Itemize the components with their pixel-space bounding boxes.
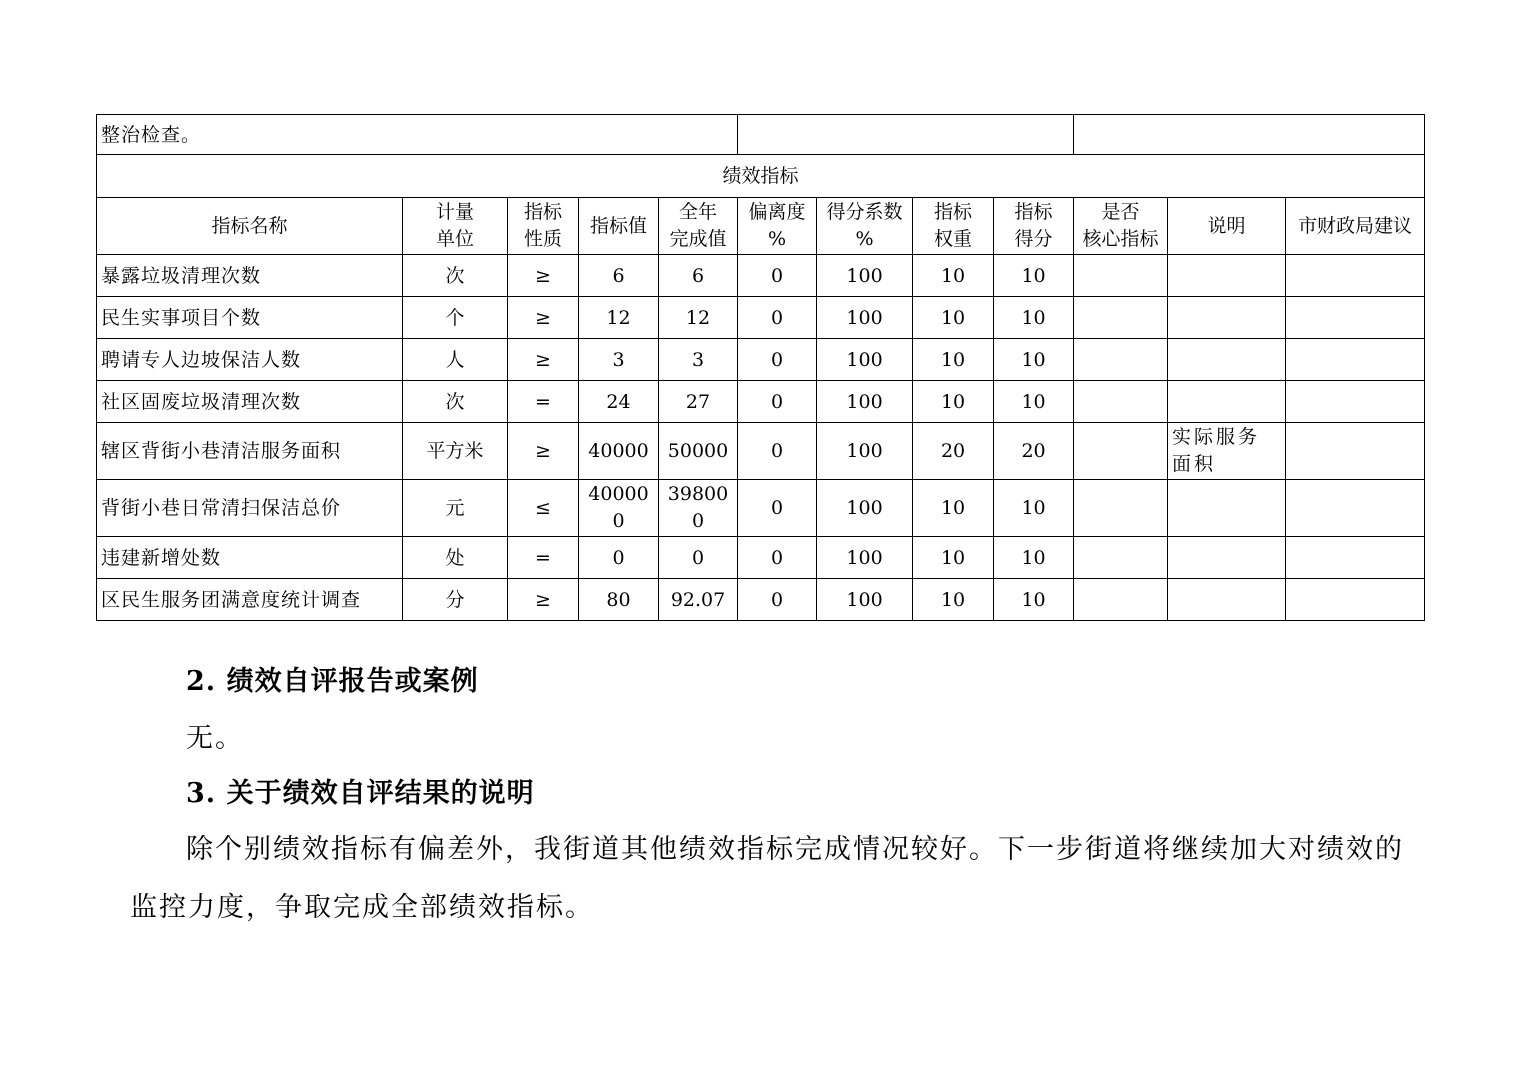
table-cell: 10 xyxy=(913,297,994,339)
table-cell: 100 xyxy=(817,423,913,480)
table-cell: 100 xyxy=(817,297,913,339)
table-cell xyxy=(1286,381,1425,423)
table-cell xyxy=(1074,537,1168,579)
table-cell: ≥ xyxy=(508,339,579,381)
table-cell xyxy=(1074,480,1168,537)
table-cell xyxy=(1074,423,1168,480)
table-cell: 0 xyxy=(738,480,817,537)
indicator-name-cell: 区民生服务团满意度统计调查 xyxy=(97,579,403,621)
table-cell: 10 xyxy=(994,579,1074,621)
table-cell: 10 xyxy=(913,579,994,621)
column-header: 指标名称 xyxy=(97,198,403,255)
table-row xyxy=(97,423,1425,480)
table-cell: 0 xyxy=(659,537,738,579)
performance-table xyxy=(96,114,1425,621)
note-cell xyxy=(1168,339,1286,381)
table-cell: 10 xyxy=(994,381,1074,423)
table-cell: 100 xyxy=(817,255,913,297)
table-cell: 次 xyxy=(403,255,508,297)
table-cell: 0 xyxy=(738,297,817,339)
column-header: 指标 权重 xyxy=(913,198,994,255)
table-cell xyxy=(1074,255,1168,297)
section-2-heading: 2. 绩效自评报告或案例 xyxy=(186,666,479,697)
section-2-body: 无。 xyxy=(186,723,244,754)
table-cell: 10 xyxy=(913,381,994,423)
table-cell: 398000 xyxy=(659,480,738,537)
column-header: 指标 性质 xyxy=(508,198,579,255)
top-row-empty-cell xyxy=(1074,115,1425,155)
table-cell: 平方米 xyxy=(403,423,508,480)
table-cell: 0 xyxy=(738,255,817,297)
table-cell xyxy=(1074,579,1168,621)
table-row xyxy=(97,579,1425,621)
table-cell: 40000 xyxy=(579,423,659,480)
table-cell: 0 xyxy=(738,339,817,381)
column-header: 说明 xyxy=(1168,198,1286,255)
table-cell: 100 xyxy=(817,537,913,579)
note-cell xyxy=(1168,381,1286,423)
table-cell: 3 xyxy=(579,339,659,381)
table-cell: 10 xyxy=(913,339,994,381)
table-cell xyxy=(1286,255,1425,297)
table-row xyxy=(97,480,1425,537)
table-cell: 元 xyxy=(403,480,508,537)
table-cell: = xyxy=(508,381,579,423)
table-cell: 10 xyxy=(994,297,1074,339)
table-top-row xyxy=(97,115,1425,155)
table-cell: 27 xyxy=(659,381,738,423)
table-cell: 分 xyxy=(403,579,508,621)
indicator-name-cell: 辖区背街小巷清洁服务面积 xyxy=(97,423,403,480)
table-cell: 10 xyxy=(994,255,1074,297)
section-3-heading: 3. 关于绩效自评结果的说明 xyxy=(186,778,535,809)
table-cell: = xyxy=(508,537,579,579)
table-cell: 处 xyxy=(403,537,508,579)
table-cell: 0 xyxy=(738,579,817,621)
table-cell xyxy=(1286,480,1425,537)
section-title: 绩效指标 xyxy=(97,155,1425,198)
indicator-name-cell: 暴露垃圾清理次数 xyxy=(97,255,403,297)
table-cell: 80 xyxy=(579,579,659,621)
table-cell: 0 xyxy=(738,423,817,480)
indicator-name-cell: 聘请专人边坡保洁人数 xyxy=(97,339,403,381)
table-cell: 次 xyxy=(403,381,508,423)
table-cell: 10 xyxy=(994,537,1074,579)
table-cell xyxy=(1286,297,1425,339)
table-cell: 6 xyxy=(579,255,659,297)
table-cell: 50000 xyxy=(659,423,738,480)
table-cell: 100 xyxy=(817,339,913,381)
table-cell: ≥ xyxy=(508,579,579,621)
table-row xyxy=(97,537,1425,579)
column-header: 市财政局建议 xyxy=(1286,198,1425,255)
table-cell: 100 xyxy=(817,480,913,537)
table-cell: 12 xyxy=(579,297,659,339)
note-cell xyxy=(1168,297,1286,339)
indicator-name-cell: 社区固废垃圾清理次数 xyxy=(97,381,403,423)
table-cell: 100 xyxy=(817,579,913,621)
table-cell xyxy=(1286,537,1425,579)
table-cell: ≥ xyxy=(508,423,579,480)
table-cell: ≥ xyxy=(508,297,579,339)
table-cell: 24 xyxy=(579,381,659,423)
note-cell xyxy=(1168,537,1286,579)
note-cell: 实际服务 面积 xyxy=(1168,423,1286,480)
table-cell: 0 xyxy=(579,537,659,579)
table-row xyxy=(97,381,1425,423)
table-cell: 10 xyxy=(913,537,994,579)
indicator-name-cell: 违建新增处数 xyxy=(97,537,403,579)
column-header: 是否 核心指标 xyxy=(1074,198,1168,255)
table-cell: 人 xyxy=(403,339,508,381)
column-header: 指标值 xyxy=(579,198,659,255)
indicator-name-cell: 背街小巷日常清扫保洁总价 xyxy=(97,480,403,537)
table-cell: 400000 xyxy=(579,480,659,537)
table-cell: 20 xyxy=(913,423,994,480)
table-cell: 92.07 xyxy=(659,579,738,621)
table-cell: 12 xyxy=(659,297,738,339)
table-cell: 10 xyxy=(913,480,994,537)
table-cell: 0 xyxy=(738,537,817,579)
table-cell: 6 xyxy=(659,255,738,297)
table-cell: ≥ xyxy=(508,255,579,297)
note-cell xyxy=(1168,255,1286,297)
table-cell: 10 xyxy=(913,255,994,297)
note-cell xyxy=(1168,480,1286,537)
table-cell: 个 xyxy=(403,297,508,339)
top-row-text: 整治检查。 xyxy=(97,115,738,155)
section-3-body-line-1: 除个别绩效指标有偏差外，我街道其他绩效指标完成情况较好。下一步街道将继续加大对绩效的 xyxy=(186,834,1404,865)
column-header: 全年 完成值 xyxy=(659,198,738,255)
table-cell: 100 xyxy=(817,381,913,423)
column-header: 计量 单位 xyxy=(403,198,508,255)
table-cell: ≤ xyxy=(508,480,579,537)
table-cell: 0 xyxy=(738,381,817,423)
table-cell: 20 xyxy=(994,423,1074,480)
table-cell xyxy=(1074,381,1168,423)
table-row xyxy=(97,297,1425,339)
section-3-body-line-2: 监控力度，争取完成全部绩效指标。 xyxy=(130,892,594,923)
table-header-row xyxy=(97,198,1425,255)
table-cell xyxy=(1286,579,1425,621)
table-cell: 10 xyxy=(994,339,1074,381)
column-header: 指标 得分 xyxy=(994,198,1074,255)
column-header: 得分系数 % xyxy=(817,198,913,255)
table-cell xyxy=(1074,339,1168,381)
table-cell: 3 xyxy=(659,339,738,381)
table-cell: 10 xyxy=(994,480,1074,537)
table-section-row xyxy=(97,155,1425,198)
top-row-empty-cell xyxy=(738,115,1074,155)
column-header: 偏离度 % xyxy=(738,198,817,255)
table-row xyxy=(97,339,1425,381)
table-cell xyxy=(1074,297,1168,339)
note-cell xyxy=(1168,579,1286,621)
indicator-name-cell: 民生实事项目个数 xyxy=(97,297,403,339)
table-cell xyxy=(1286,339,1425,381)
table-row xyxy=(97,255,1425,297)
table-cell xyxy=(1286,423,1425,480)
